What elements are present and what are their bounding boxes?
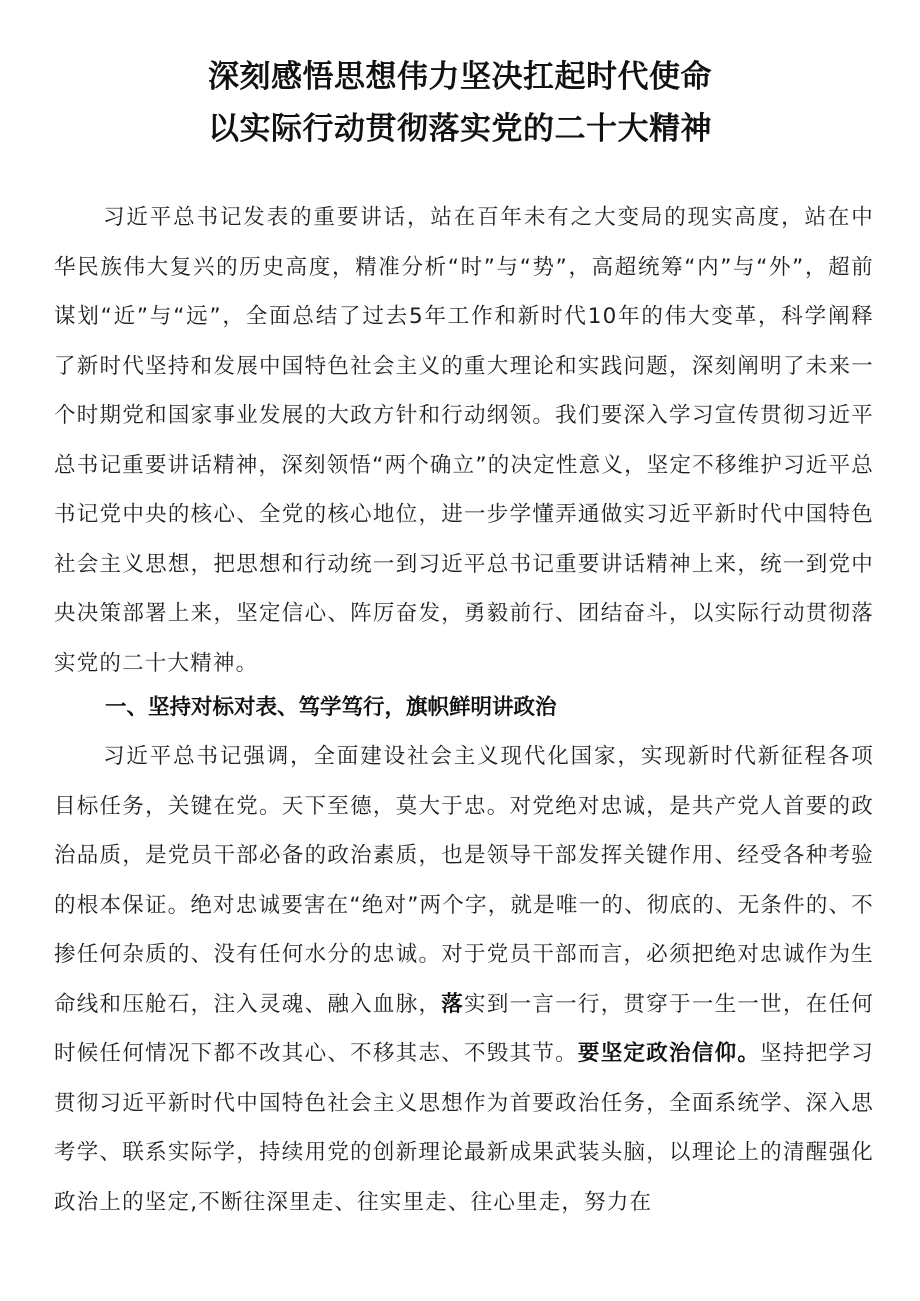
document-title-line-2: 以实际行动贯彻落实党的二十大精神 (208, 111, 712, 147)
paragraph-bold-lead: 要坚定政治信仰。 (577, 1041, 761, 1066)
section-1-paragraph (54, 732, 874, 1227)
paragraph-text: 习近平总书记强调，全面建设社会主义现代化国家，实现新时代新征程各项目标任务，关键在党。天下至德，莫大于忠。对党绝对忠诚，是共产党人首要的政治品质，是党员干部必备的政治素质，也是领导干部发挥关键作用、经受各种考验的根本保证。绝对忠诚要害在“绝对”两个字，就是唯一的、彻底的、无条件的、不掺任何杂质的、没有任何水分的忠诚。对于党员干部而言，必须把绝对忠诚作为生命线和压舱石，注入灵魂、融入血脉， (54, 744, 874, 1017)
section-heading-1: 一、坚持对标对表、笃学笃行，旗帜鲜明讲政治 (105, 695, 557, 720)
document-title-line-1: 深刻感悟思想伟力坚决扛起时代使命 (208, 59, 712, 95)
paragraph-text: 坚持把学习贯彻习近平新时代中国特色社会主义思想作为首要政治任务，全面系统学、深入思考学、联系实际学，持续用党的创新理论最新成果武装头脑，以理论上的清醒强化政治上的坚定,不断往深里走、往实里走、往心里走，努力在 (54, 1041, 874, 1215)
paragraph-text: 实到一言一行，贯穿于一生一世，在任何时候任何情况下都不改其心、不移其志、不毁其节。 (54, 991, 874, 1066)
intro-paragraph: 习近平总书记发表的重要讲话，站在百年未有之大变局的现实高度，站在中华民族伟大复兴的历史高度，精准分析“时”与“势”，高超统筹“内”与“外”，超前谋划“近”与“远”，全面总结了过去5年工作和新时代10年的伟大变革，科学阐释了新时代坚持和发展中国特色社会主义的重大理论和实践问题，深刻阐明了未来一个时期党和国家事业发展的大政方针和行动纲领。我们要深入学习宣传贯彻习近平总书记重要讲话精神，深刻领悟“两个确立”的决定性意义，坚定不移维护习近平总书记党中央的核心、全党的核心地位，进一步学懂弄通做实习近平新时代中国特色社会主义思想，把思想和行动统一到习近平总书记重要讲话精神上来，统一到党中央决策部署上来，坚定信心、阵厉奋发，勇毅前行、团结奋斗，以实际行动贯彻落实党的二十大精神。 (54, 205, 874, 676)
paragraph-bold-text: 落 (441, 991, 465, 1017)
